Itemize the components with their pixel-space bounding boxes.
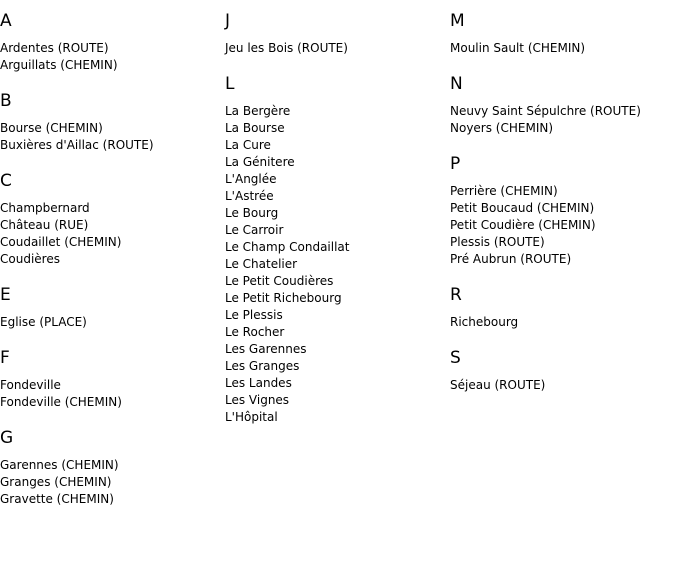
letter-heading: G bbox=[0, 428, 14, 448]
street-list bbox=[225, 103, 440, 426]
street-link[interactable]: Richebourg bbox=[450, 315, 519, 329]
street-link[interactable]: Le Petit Coudières bbox=[225, 274, 334, 288]
letter-group bbox=[0, 284, 215, 331]
street-link[interactable]: Les Vignes bbox=[225, 393, 290, 407]
street-list bbox=[450, 377, 670, 394]
letter-heading: R bbox=[450, 285, 462, 305]
street-link[interactable]: Plessis (ROUTE) bbox=[450, 235, 545, 249]
letter-group bbox=[225, 73, 440, 426]
letter-group bbox=[450, 73, 670, 137]
letter-heading: L bbox=[225, 74, 235, 94]
letter-group bbox=[0, 90, 215, 154]
street-list bbox=[225, 40, 440, 57]
street-link[interactable]: Jeu les Bois (ROUTE) bbox=[225, 41, 348, 55]
letter-heading: B bbox=[0, 91, 12, 111]
letter-heading: C bbox=[0, 171, 12, 191]
street-link[interactable]: Granges (CHEMIN) bbox=[0, 475, 112, 489]
street-list bbox=[0, 377, 215, 411]
street-link[interactable]: Bourse (CHEMIN) bbox=[0, 121, 103, 135]
street-link[interactable]: Coudaillet (CHEMIN) bbox=[0, 235, 122, 249]
street-list bbox=[0, 200, 215, 268]
street-link[interactable]: Le Bourg bbox=[225, 206, 279, 220]
street-link[interactable]: La Cure bbox=[225, 138, 271, 152]
letter-group bbox=[450, 10, 670, 57]
street-link[interactable]: Gravette (CHEMIN) bbox=[0, 492, 114, 506]
street-link[interactable]: Petit Boucaud (CHEMIN) bbox=[450, 201, 595, 215]
street-link[interactable]: La Bergère bbox=[225, 104, 291, 118]
street-link[interactable]: Séjeau (ROUTE) bbox=[450, 378, 546, 392]
letter-heading: S bbox=[450, 348, 461, 368]
street-link[interactable]: Pré Aubrun (ROUTE) bbox=[450, 252, 572, 266]
street-link[interactable]: Buxières d'Aillac (ROUTE) bbox=[0, 138, 154, 152]
street-link[interactable]: Fondeville (CHEMIN) bbox=[0, 395, 122, 409]
street-link[interactable]: Le Rocher bbox=[225, 325, 285, 339]
street-link[interactable]: Garennes (CHEMIN) bbox=[0, 458, 119, 472]
street-link[interactable]: La Bourse bbox=[225, 121, 285, 135]
street-link[interactable]: Fondeville bbox=[0, 378, 61, 392]
street-link[interactable]: Champbernard bbox=[0, 201, 90, 215]
street-link[interactable]: Le Chatelier bbox=[225, 257, 298, 271]
street-link[interactable]: Moulin Sault (CHEMIN) bbox=[450, 41, 586, 55]
street-list bbox=[0, 40, 215, 74]
street-link[interactable]: Le Petit Richebourg bbox=[225, 291, 342, 305]
letter-group bbox=[450, 153, 670, 268]
street-link[interactable]: Les Garennes bbox=[225, 342, 307, 356]
street-link[interactable]: Les Granges bbox=[225, 359, 300, 373]
street-link[interactable]: Le Champ Condaillat bbox=[225, 240, 350, 254]
letter-group bbox=[450, 284, 670, 331]
letter-group bbox=[0, 347, 215, 411]
street-link[interactable]: Château (RUE) bbox=[0, 218, 89, 232]
index-column bbox=[225, 10, 440, 442]
street-link[interactable]: Les Landes bbox=[225, 376, 292, 390]
street-link[interactable]: Noyers (CHEMIN) bbox=[450, 121, 554, 135]
street-list bbox=[0, 120, 215, 154]
letter-group bbox=[0, 10, 215, 74]
street-list bbox=[0, 457, 215, 508]
letter-heading: A bbox=[0, 11, 12, 31]
street-link[interactable]: Neuvy Saint Sépulchre (ROUTE) bbox=[450, 104, 641, 118]
index-column bbox=[0, 10, 215, 524]
street-link[interactable]: La Génitere bbox=[225, 155, 295, 169]
street-link[interactable]: Eglise (PLACE) bbox=[0, 315, 87, 329]
letter-heading: M bbox=[450, 11, 465, 31]
street-link[interactable]: Le Plessis bbox=[225, 308, 283, 322]
street-list bbox=[450, 40, 670, 57]
street-link[interactable]: L'Anglée bbox=[225, 172, 277, 186]
street-link[interactable]: Petit Coudière (CHEMIN) bbox=[450, 218, 596, 232]
index-column bbox=[450, 10, 670, 410]
letter-heading: N bbox=[450, 74, 463, 94]
letter-heading: F bbox=[0, 348, 10, 368]
street-link[interactable]: Perrière (CHEMIN) bbox=[450, 184, 558, 198]
street-list bbox=[450, 314, 670, 331]
letter-heading: E bbox=[0, 285, 11, 305]
street-link[interactable]: Coudières bbox=[0, 252, 60, 266]
letter-group bbox=[0, 170, 215, 268]
letter-heading: P bbox=[450, 154, 461, 174]
street-list bbox=[450, 183, 670, 268]
street-link[interactable]: Arguillats (CHEMIN) bbox=[0, 58, 118, 72]
street-link[interactable]: L'Hôpital bbox=[225, 410, 278, 424]
letter-group bbox=[225, 10, 440, 57]
letter-heading: J bbox=[225, 11, 231, 31]
letter-group bbox=[0, 427, 215, 508]
street-link[interactable]: Ardentes (ROUTE) bbox=[0, 41, 109, 55]
street-link[interactable]: L'Astrée bbox=[225, 189, 274, 203]
street-link[interactable]: Le Carroir bbox=[225, 223, 284, 237]
street-list bbox=[450, 103, 670, 137]
letter-group bbox=[450, 347, 670, 394]
street-list bbox=[0, 314, 215, 331]
